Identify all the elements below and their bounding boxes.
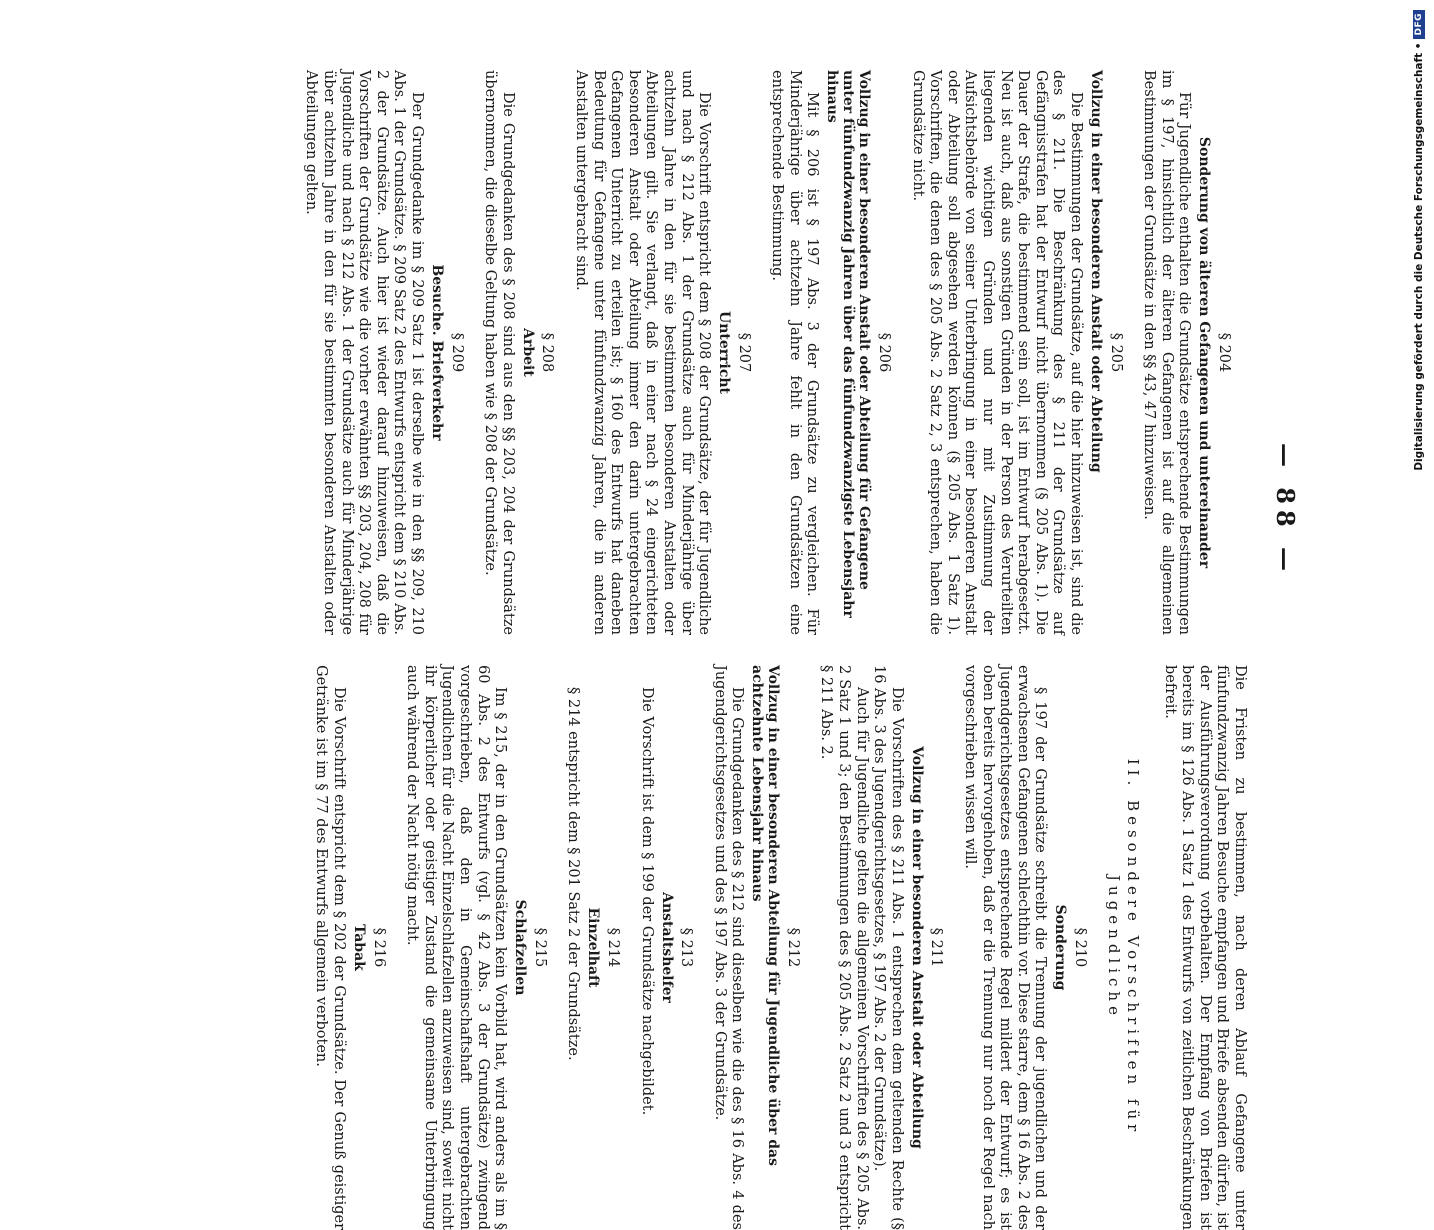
section-number: § 210 xyxy=(1072,927,1089,968)
rotated-page xyxy=(130,70,1300,1230)
section-210 xyxy=(960,665,1088,1230)
page-number: — 88 — xyxy=(1271,442,1300,578)
section-text: Die Vorschrift entspricht dem § 208 der Grundsätze, der für Jugendliche und nach § 212 Abs. 1 der Grundsätze auch für Minderjährige über achtzehn Jahre in den für sie bestimmten besonderen Anstalten oder Abteilungen gilt. Sie verlangt, daß in einer nach § 24 eingerichteten besonderen Anstalt oder Abteilung immer den darin untergebrachten Gefangenen Unterricht zu erteilen ist; § 160 des Entwurfs hat daneben Bedeutung für Gefangene unter fünfundzwanzig Jahren, die in anderen Anstalten untergebracht sind. xyxy=(572,70,713,635)
section-heading: Vollzug in einer besonderen Abteilung für Jugendliche über das achtzehnte Lebensjahr hinaus xyxy=(749,665,782,1166)
section-206 xyxy=(768,70,892,635)
section-209-continued xyxy=(1160,665,1248,1230)
section-text: Für Jugendliche enthalten die Grundsätze entsprechende Bestimmungen im § 197, hinsichtlich der älteren Gefangenen ist auf die allgemeinen Bestimmungen der Grundsätze in den §§ 43, 47 hinzuweisen. xyxy=(1141,70,1193,635)
section-text: Die Fristen zu bestimmen, nach deren Ablauf Gefangene unter fünfundzwanzig Jahren Besuche empfangen und Briefe absenden dürfen, ist der Ausführungsverordnung vorbehalten. Der Empfang von Briefen ist bereits im § 126 Abs. 1 Satz 1 des Entwurfs von zeitlichen Beschränkungen befreit. xyxy=(1161,665,1248,1230)
section-number: § 213 xyxy=(678,927,695,968)
section-number: § 206 xyxy=(876,332,893,373)
section-text: Die Vorschrift entspricht dem § 202 der Grundsätze. Der Genuß geistiger Getränke ist im § 77 des Entwurfs allgemein verboten. xyxy=(313,665,347,1230)
digitization-credit xyxy=(1410,10,1428,471)
section-text: § 214 entspricht dem § 201 Satz 2 der Grundsätze. xyxy=(565,687,582,1061)
section-text: Im § 215, der in den Grundsätzen kein Vorbild hat, wird anders als im § 60 Abs. 2 des Entwurfs (vgl. § 42 Abs. 3 der Grundsätze) zwingend vorgeschrieben, daß den in Gemeinschaftshaft untergebrachten Jugendlichen für die Nacht Einzelschlafzellen anzuweisen sind, soweit nicht ihr körperlicher oder geistiger Zustand die gemeinsame Unterbringung auch während der Nacht nötig macht. xyxy=(404,665,509,1230)
section-text: § 197 der Grundsätze schreibt die Trennung der jugendlichen und der erwachsenen Gefangenen schlechthin vor. Diese starre, dem § 16 Abs. 2 des Jugendgerichtsgesetzes entsprechende Regel mildert der Entwurf; es ist oben bereits hervorgehoben, daß er die Trennung nur noch der Regel nach vorgeschrieben wissen will. xyxy=(962,665,1049,1230)
section-211 xyxy=(817,665,945,1230)
section-heading: Vollzug in einer besonderen Anstalt oder Abteilung xyxy=(908,746,925,1149)
section-number: § 204 xyxy=(1216,332,1232,373)
section-heading: Einzelhaft xyxy=(585,907,602,988)
section-heading: Unterricht xyxy=(716,310,733,394)
section-212 xyxy=(710,665,801,1230)
section-209 xyxy=(302,70,465,635)
section-number: § 209 xyxy=(448,332,465,373)
dfg-logo: DFG xyxy=(1413,10,1425,39)
part-heading-line2: Jugendliche xyxy=(1105,875,1124,1020)
section-text: Die Vorschrift ist dem § 199 der Grundsätze nachgebildet. xyxy=(638,687,655,1116)
section-heading: Schlafzellen xyxy=(512,899,529,996)
section-heading: Sonderung von älteren Gefangenen und untereinander xyxy=(1196,136,1213,569)
section-214 xyxy=(564,665,621,1230)
section-number: § 214 xyxy=(604,927,621,968)
section-text: Die Grundgedanken des § 212 sind dieselben wie die des § 16 Abs. 4 des Jugendgerichtsgesetzes und des § 197 Abs. 3 der Grundsätze. xyxy=(711,665,746,1230)
part-heading-line1: II. Besondere Vorschriften für xyxy=(1124,758,1143,1137)
section-text: Der Grundgedanke im § 209 Satz 1 ist derselbe wie in den §§ 209, 210 Abs. 1 der Grundsätze. § 209 Satz 2 des Entwurfs entspricht dem § 210 Abs. 2 der Grundsätze. Auch hier ist wieder darauf hinzuweisen, daß die Vorschriften der Grundsätze wie die vorher erwähnten §§ 203, 204, 208 für Jugendliche und nach § 212 Abs. 1 der Grundsätze auch für Minderjährige über achtzehn Jahre in den für sie bestimmten besonderen Anstalten oder Abteilungen gelten. xyxy=(303,70,425,635)
section-heading: Sonderung xyxy=(1052,904,1069,991)
section-number: § 212 xyxy=(784,927,801,968)
section-216 xyxy=(312,665,387,1230)
part-heading xyxy=(1104,665,1142,1230)
section-207 xyxy=(571,70,751,635)
section-text: Auch für Jugendliche gelten die allgemeinen Vorschriften des § 205 Abs. 2 Satz 1 und 3; den Bestimmungen des § 205 Abs. 2 Satz 2 und 3 entspricht § 211 Abs. 2. xyxy=(818,665,870,1230)
section-heading: Arbeit xyxy=(519,328,536,377)
section-204 xyxy=(1140,70,1232,635)
section-number: § 207 xyxy=(735,332,752,373)
section-205 xyxy=(908,70,1124,635)
section-208 xyxy=(481,70,556,635)
section-number: § 208 xyxy=(539,332,556,373)
right-column xyxy=(306,665,1248,1230)
section-heading: Besuche. Briefverkehr xyxy=(429,264,445,441)
left-column xyxy=(296,70,1248,635)
section-number: § 216 xyxy=(370,927,387,968)
section-text: Die Vorschriften des § 211 Abs. 1 entsprechen dem geltenden Rechte (§ 16 Abs. 3 des Jugendgerichtsgesetzes, § 197 Abs. 2 der Grundsätze). xyxy=(871,665,905,1230)
section-number: § 215 xyxy=(531,927,548,968)
section-heading: Anstaltshelfer xyxy=(658,892,675,1003)
section-text: Mit § 206 ist § 197 Abs. 3 der Grundsätze zu vergleichen. Für Minderjährige über achtzehn Jahre fehlt in den Grundsätzen eine entsprechende Bestimmung. xyxy=(769,70,821,635)
section-heading: Vollzug in einer besonderen Anstalt oder Abteilung xyxy=(1088,70,1105,473)
section-213 xyxy=(637,665,694,1230)
section-215 xyxy=(403,665,548,1230)
credit-text: Digitalisierung gefördert durch die Deutsche Forschungsgemeinschaft • xyxy=(1413,42,1425,471)
section-number: § 211 xyxy=(928,927,945,968)
section-number: § 205 xyxy=(1107,332,1124,373)
section-text: Die Bestimmungen der Grundsätze, auf die hier hinzuweisen ist, sind die des § 211. Die Beschränkung des § 211 der Grundsätze auf Gefängnisstrafen hat der Entwurf nicht übernommen (§ 205 Abs. 1). Die Dauer der Strafe, die bestimmend sein soll, ist im Entwurf herabgesetzt. Neu ist auch, daß aus sonstigen Gründen in der Person des Verurteilten liegenden wichtigen Gründen und nur mit Zustimmung der Aufsichtsbehörde von seiner Unterbringung in einer besonderen Anstalt oder Abteilung soll abgesehen werden können (§ 205 Abs. 1 Satz 1). Vorschriften, die denen des § 205 Abs. 2 Satz 2, 3 entsprechen, haben die Grundsätze nicht. xyxy=(909,70,1085,635)
section-text: Die Grundgedanken des § 208 sind aus den §§ 203, 204 der Grundsätze übernommen, die dieselbe Geltung haben wie § 208 der Grundsätze. xyxy=(482,70,516,635)
section-heading: Tabak xyxy=(351,924,367,971)
section-heading: Vollzug in einer besonderen Anstalt oder Abteilung für Gefangene unter fünfundzwanzig Jahren über das fünfundzwanzigste Lebensjahr hinaus xyxy=(824,70,873,618)
